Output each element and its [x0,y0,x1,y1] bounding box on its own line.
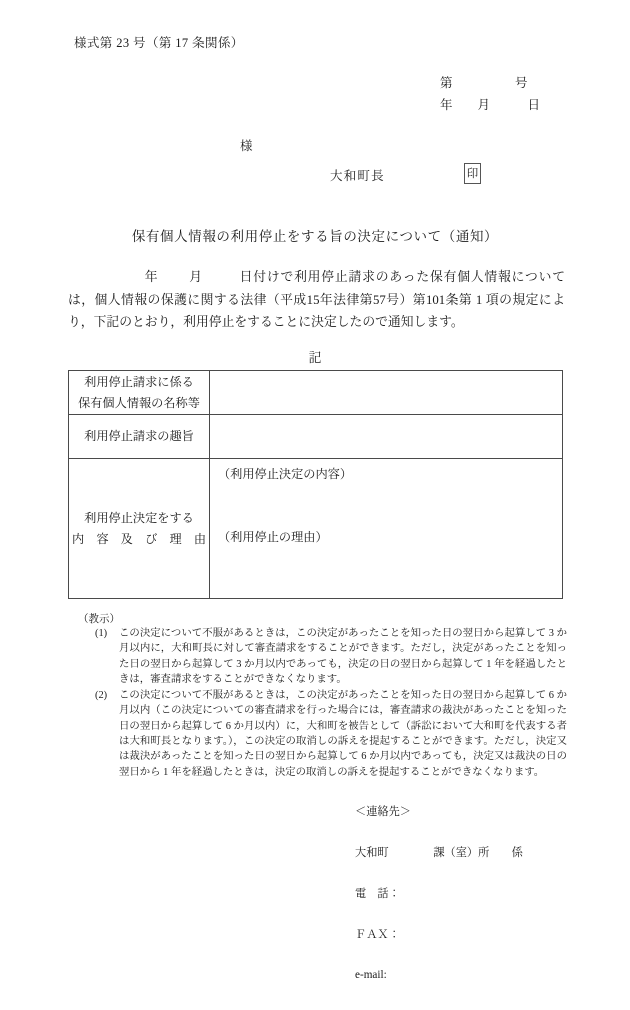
document-number-line: 第 号 [440,76,528,90]
issuer-name: 大和町長 [330,169,385,183]
table-row [69,459,563,599]
contact-email: e-mail: [355,969,387,982]
label-line: 内 容 及 び 理 由 [71,531,207,546]
row-label-name-of-info [69,371,210,415]
addressee-suffix: 様 [240,139,253,153]
label-line: 利用停止請求に係る [84,374,194,389]
list-item [95,626,567,687]
body-date-month: 月 [188,270,203,284]
item-number: (2) [95,690,108,702]
body-date-year: 年 [144,270,159,284]
table-row [69,415,563,459]
document-date-line: 年 月 日 [440,98,541,112]
contact-heading: ＜連絡先＞ [355,806,411,819]
ki-marker: 記 [308,351,322,365]
item-number: (1) [95,628,108,639]
row-value-purpose[interactable] [210,415,563,459]
label-line: 利用停止決定をする [84,510,194,525]
item-text: この決定について不服があるときは，この決定があったことを知った日の翌日から起算して 6 か月以内（この決定についての審査請求を行った場合には，審査請求の裁決があったことを知った日の翌日から起算して 6 か月以内）に，大和町を被告として（訴訟において大和町を代表する者は大和町長となります。），この決定の取消しの訴えを提起することができます。ただし，決定又は裁決があったことを知った日の翌日から起算して 6 か月以内であっても，決定又は裁決の日の翌日から 1 年を経過したときは，決定の取消しの訴えを提起することができなくなります。 [119,690,567,778]
subheading-decision-content: （利用停止決定の内容） [218,467,353,481]
contact-tel: 電 話： [355,887,400,900]
page-title: 保有個人情報の利用停止をする旨の決定について（通知） [131,229,499,244]
table-row [69,371,563,415]
row-value-content-and-reason[interactable] [210,459,563,599]
decision-table [68,370,563,599]
form-number: 様式第 23 号（第 17 条関係） [74,36,244,50]
instructions-heading: （教示） [78,614,120,625]
subheading-decision-reason: （利用停止の理由） [218,530,328,544]
row-value-name-of-info[interactable] [210,371,563,415]
row-label-content-and-reason [69,459,210,599]
body-text: 日付けで利用停止請求のあった保有個人情報については，個人情報の保護に関する法律（平成15年法律第57号）第101条第 1 項の規定により，下記のとおり，利用停止をすることに決定したので通知します。 [68,270,566,329]
contact-fax: ＦＡＸ： [355,928,400,941]
item-text: この決定について不服があるときは，この決定があったことを知った日の翌日から起算して 3 か月以内に，大和町長に対して審査請求をすることができます。ただし，決定があったことを知った日の翌日から起算して 3 か月以内であっても，決定の日の翌日から起算して 1 年を経過したときは，審査請求をすることができなくなります。 [119,628,567,685]
contact-office: 大和町 課（室）所 係 [355,846,523,859]
seal-stamp-box: 印 [464,163,481,184]
contact-block [355,779,523,1010]
instructions-list [95,626,567,781]
document-meta-block [440,72,540,116]
list-item [95,688,567,780]
row-label-purpose [69,415,210,459]
label-line: 保有個人情報の名称等 [78,395,200,410]
label-line: 利用停止請求の趣旨 [84,429,194,443]
body-paragraph [68,266,565,334]
